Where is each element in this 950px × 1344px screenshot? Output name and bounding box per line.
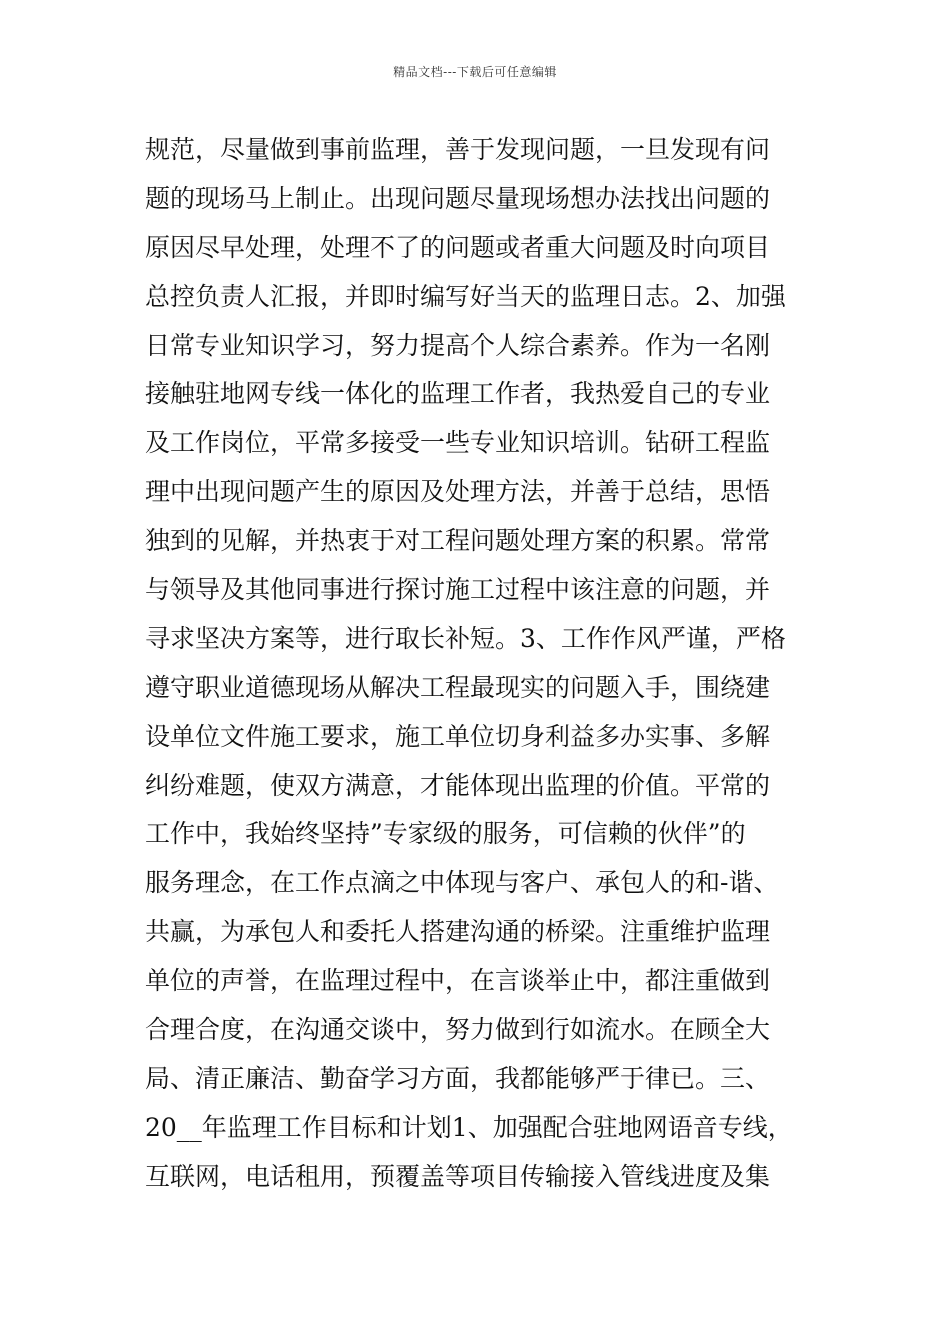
- text-line: 互联网，电话租用，预覆盖等项目传输接入管线进度及集: [145, 1161, 771, 1191]
- text-line: 寻求坚决方案等，进行取长补短。3、工作作风严谨，严格: [145, 623, 786, 653]
- text-line: 日常专业知识学习，努力提高个人综合素养。作为一名刚: [145, 330, 771, 360]
- text-line: 工作中，我始终坚持”专家级的服务，可信赖的伙伴”的: [145, 819, 746, 849]
- text-line: 服务理念，在工作点滴之中体现与客户、承包人的和-谐、: [145, 868, 779, 898]
- text-line: 题的现场马上制止。出现问题尽量现场想办法找出问题的: [145, 183, 771, 213]
- text-line: 理中出现问题产生的原因及处理方法，并善于总结，思悟: [145, 477, 771, 507]
- text-line: 纠纷难题，使双方满意，才能体现出监理的价值。平常的: [145, 770, 771, 800]
- text-line: 原因尽早处理，处理不了的问题或者重大问题及时向项目: [145, 232, 771, 262]
- text-line: 20__年监理工作目标和计划1、加强配合驻地网语音专线，: [145, 1112, 793, 1142]
- text-line: 接触驻地网专线一体化的监理工作者，我热爱自己的专业: [145, 379, 771, 409]
- text-line: 规范，尽量做到事前监理，善于发现问题，一旦发现有问: [145, 135, 771, 164]
- text-line: 合理合度，在沟通交谈中，努力做到行如流水。在顾全大: [145, 1015, 771, 1045]
- body-text: [145, 126, 815, 1202]
- text-line: 局、清正廉洁、勤奋学习方面，我都能够严于律已。三、: [145, 1063, 771, 1093]
- text-line: 独到的见解，并热衷于对工程问题处理方案的积累。常常: [145, 526, 771, 556]
- text-line: 设单位文件施工要求，施工单位切身利益多办实事、多解: [145, 721, 771, 751]
- text-line: 遵守职业道德现场从解决工程最现实的问题入手，围绕建: [145, 672, 771, 702]
- text-line: 单位的声誉，在监理过程中，在言谈举止中，都注重做到: [145, 966, 771, 996]
- page-header: 精品文档---下载后可任意编辑: [393, 65, 557, 79]
- text-line: 与领导及其他同事进行探讨施工过程中该注意的问题，并: [145, 575, 771, 605]
- text-line: 共赢，为承包人和委托人搭建沟通的桥梁。注重维护监理: [145, 917, 771, 947]
- text-line: 及工作岗位，平常多接受一些专业知识培训。钻研工程监: [145, 428, 771, 458]
- text-line: 总控负责人汇报，并即时编写好当天的监理日志。2、加强: [145, 281, 786, 311]
